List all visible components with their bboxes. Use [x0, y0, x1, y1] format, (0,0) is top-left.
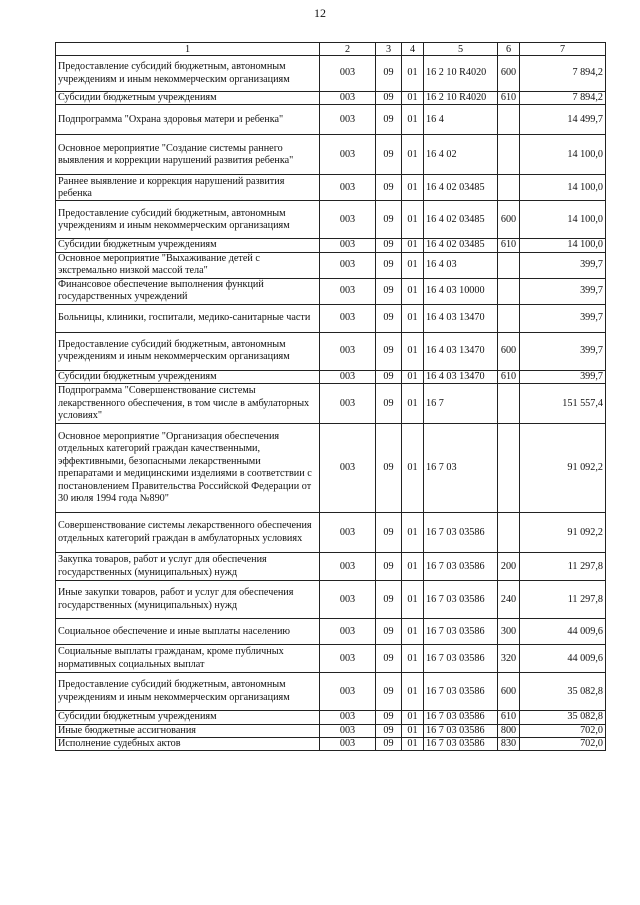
row-code-target: 16 7 03 [424, 424, 498, 513]
table-row [56, 135, 606, 175]
row-code-admin: 003 [320, 332, 376, 370]
row-name: Социальные выплаты гражданам, кроме публичных нормативных социальных выплат [56, 645, 320, 673]
row-code-admin: 003 [320, 56, 376, 92]
row-amount: 91 092,2 [520, 513, 606, 553]
row-name: Больницы, клиники, госпитали, медико-санитарные части [56, 304, 320, 332]
row-amount: 399,7 [520, 278, 606, 304]
header-cell: 4 [402, 43, 424, 56]
row-code-target: 16 2 10 R4020 [424, 92, 498, 105]
row-code-admin: 003 [320, 619, 376, 645]
row-amount: 44 009,6 [520, 619, 606, 645]
header-cell: 7 [520, 43, 606, 56]
row-code-target: 16 2 10 R4020 [424, 56, 498, 92]
row-amount: 14 100,0 [520, 239, 606, 252]
row-name: Исполнение судебных актов [56, 738, 320, 751]
table-row [56, 513, 606, 553]
row-name: Субсидии бюджетным учреждениям [56, 711, 320, 724]
row-code-subsection: 01 [402, 252, 424, 278]
row-name: Субсидии бюджетным учреждениям [56, 92, 320, 105]
row-code-target: 16 7 03 03586 [424, 553, 498, 581]
row-name: Подпрограмма "Совершенствование системы лекарственного обеспечения, в том числе в амбулаторных условиях" [56, 384, 320, 424]
row-code-target: 16 7 03 03586 [424, 738, 498, 751]
row-code-target: 16 4 02 03485 [424, 239, 498, 252]
row-name: Основное мероприятие "Создание системы раннего выявления и коррекции нарушений развития ребенка" [56, 135, 320, 175]
row-name: Основное мероприятие "Выхаживание детей с экстремально низкой массой тела" [56, 252, 320, 278]
row-code-subsection: 01 [402, 424, 424, 513]
row-code-expense-type: 610 [498, 711, 520, 724]
row-code-section: 09 [376, 278, 402, 304]
row-code-subsection: 01 [402, 56, 424, 92]
row-code-section: 09 [376, 370, 402, 383]
row-code-subsection: 01 [402, 673, 424, 711]
row-code-target: 16 7 03 03586 [424, 711, 498, 724]
row-code-section: 09 [376, 92, 402, 105]
row-amount: 399,7 [520, 332, 606, 370]
row-code-expense-type [498, 105, 520, 135]
row-code-section: 09 [376, 513, 402, 553]
table-row [56, 239, 606, 252]
row-code-subsection: 01 [402, 105, 424, 135]
row-amount: 35 082,8 [520, 673, 606, 711]
row-name: Субсидии бюджетным учреждениям [56, 239, 320, 252]
row-code-target: 16 7 03 03586 [424, 581, 498, 619]
table-row [56, 645, 606, 673]
row-code-section: 09 [376, 619, 402, 645]
row-code-admin: 003 [320, 645, 376, 673]
row-code-subsection: 01 [402, 645, 424, 673]
table-row [56, 724, 606, 737]
row-code-expense-type [498, 513, 520, 553]
row-code-subsection: 01 [402, 239, 424, 252]
row-code-expense-type: 300 [498, 619, 520, 645]
row-code-expense-type: 200 [498, 553, 520, 581]
row-name: Предоставление субсидий бюджетным, автономным учреждениям и иным некоммерческим организациям [56, 332, 320, 370]
table-row [56, 175, 606, 201]
row-code-subsection: 01 [402, 553, 424, 581]
row-code-target: 16 7 03 03586 [424, 619, 498, 645]
row-code-expense-type: 600 [498, 673, 520, 711]
row-code-target: 16 4 03 13470 [424, 304, 498, 332]
row-code-admin: 003 [320, 553, 376, 581]
row-amount: 14 100,0 [520, 175, 606, 201]
row-code-section: 09 [376, 724, 402, 737]
row-code-subsection: 01 [402, 92, 424, 105]
row-amount: 399,7 [520, 252, 606, 278]
row-code-section: 09 [376, 56, 402, 92]
header-cell: 1 [56, 43, 320, 56]
table-row [56, 56, 606, 92]
row-code-expense-type: 610 [498, 239, 520, 252]
row-code-section: 09 [376, 424, 402, 513]
row-amount: 399,7 [520, 304, 606, 332]
row-code-expense-type: 600 [498, 201, 520, 239]
row-amount: 702,0 [520, 724, 606, 737]
row-code-admin: 003 [320, 370, 376, 383]
table-row [56, 105, 606, 135]
row-name: Раннее выявление и коррекция нарушений развития ребенка [56, 175, 320, 201]
row-name: Предоставление субсидий бюджетным, автономным учреждениям и иным некоммерческим организациям [56, 56, 320, 92]
row-name: Предоставление субсидий бюджетным, автономным учреждениям и иным некоммерческим организациям [56, 201, 320, 239]
row-code-admin: 003 [320, 384, 376, 424]
row-code-section: 09 [376, 201, 402, 239]
row-name: Иные закупки товаров, работ и услуг для обеспечения государственных (муниципальных) нужд [56, 581, 320, 619]
row-amount: 11 297,8 [520, 553, 606, 581]
row-code-target: 16 4 03 [424, 252, 498, 278]
row-name: Социальное обеспечение и иные выплаты населению [56, 619, 320, 645]
row-code-admin: 003 [320, 135, 376, 175]
table-row [56, 304, 606, 332]
row-code-admin: 003 [320, 424, 376, 513]
row-name: Субсидии бюджетным учреждениям [56, 370, 320, 383]
row-name: Совершенствование системы лекарственного обеспечения отдельных категорий граждан в амбулаторных условиях [56, 513, 320, 553]
row-code-subsection: 01 [402, 738, 424, 751]
row-name: Иные бюджетные ассигнования [56, 724, 320, 737]
row-code-expense-type: 240 [498, 581, 520, 619]
table-body [56, 56, 606, 751]
row-code-expense-type: 610 [498, 370, 520, 383]
row-code-section: 09 [376, 673, 402, 711]
row-amount: 151 557,4 [520, 384, 606, 424]
row-code-expense-type: 600 [498, 332, 520, 370]
row-code-section: 09 [376, 581, 402, 619]
row-code-expense-type [498, 252, 520, 278]
table-row [56, 92, 606, 105]
table-row [56, 673, 606, 711]
row-amount: 399,7 [520, 370, 606, 383]
row-code-admin: 003 [320, 673, 376, 711]
header-cell: 3 [376, 43, 402, 56]
row-code-admin: 003 [320, 278, 376, 304]
row-code-expense-type [498, 278, 520, 304]
row-code-section: 09 [376, 252, 402, 278]
row-code-expense-type [498, 384, 520, 424]
row-amount: 44 009,6 [520, 645, 606, 673]
row-code-admin: 003 [320, 105, 376, 135]
row-code-target: 16 4 02 03485 [424, 201, 498, 239]
row-code-expense-type: 610 [498, 92, 520, 105]
header-cell: 2 [320, 43, 376, 56]
row-code-admin: 003 [320, 304, 376, 332]
row-code-admin: 003 [320, 201, 376, 239]
row-code-admin: 003 [320, 738, 376, 751]
row-amount: 35 082,8 [520, 711, 606, 724]
row-code-section: 09 [376, 711, 402, 724]
table-row [56, 424, 606, 513]
row-code-target: 16 4 [424, 105, 498, 135]
header-row [56, 43, 606, 56]
row-code-expense-type [498, 304, 520, 332]
row-code-section: 09 [376, 645, 402, 673]
row-code-subsection: 01 [402, 370, 424, 383]
row-code-subsection: 01 [402, 332, 424, 370]
table-row [56, 581, 606, 619]
table-row [56, 711, 606, 724]
row-code-target: 16 4 03 13470 [424, 332, 498, 370]
row-code-subsection: 01 [402, 175, 424, 201]
row-code-subsection: 01 [402, 711, 424, 724]
row-code-admin: 003 [320, 175, 376, 201]
row-code-subsection: 01 [402, 304, 424, 332]
row-code-section: 09 [376, 175, 402, 201]
row-code-expense-type: 600 [498, 56, 520, 92]
row-code-expense-type [498, 424, 520, 513]
row-code-target: 16 7 03 03586 [424, 673, 498, 711]
row-code-target: 16 7 03 03586 [424, 724, 498, 737]
row-name: Финансовое обеспечение выполнения функций государственных учреждений [56, 278, 320, 304]
row-amount: 7 894,2 [520, 56, 606, 92]
row-code-subsection: 01 [402, 513, 424, 553]
row-name: Подпрограмма "Охрана здоровья матери и ребенка" [56, 105, 320, 135]
row-code-target: 16 4 03 10000 [424, 278, 498, 304]
row-code-admin: 003 [320, 252, 376, 278]
table-row [56, 370, 606, 383]
table-row [56, 252, 606, 278]
table-row [56, 201, 606, 239]
row-amount: 702,0 [520, 738, 606, 751]
row-name: Предоставление субсидий бюджетным, автономным учреждениям и иным некоммерческим организациям [56, 673, 320, 711]
row-amount: 91 092,2 [520, 424, 606, 513]
row-code-target: 16 4 02 [424, 135, 498, 175]
budget-table [55, 42, 606, 751]
row-code-admin: 003 [320, 581, 376, 619]
row-code-admin: 003 [320, 724, 376, 737]
row-code-section: 09 [376, 239, 402, 252]
row-code-subsection: 01 [402, 384, 424, 424]
row-amount: 11 297,8 [520, 581, 606, 619]
row-name: Закупка товаров, работ и услуг для обеспечения государственных (муниципальных) нужд [56, 553, 320, 581]
table-row [56, 332, 606, 370]
row-code-section: 09 [376, 105, 402, 135]
row-name: Основное мероприятие "Организация обеспечения отдельных категорий граждан качественными, эффективными, безопасными лекарственными препаратами и медицинскими изделиями в соответствии с постановлением Правительства Российской Федерации от 30 июля 1994 года №890" [56, 424, 320, 513]
row-code-section: 09 [376, 135, 402, 175]
row-code-subsection: 01 [402, 724, 424, 737]
row-amount: 14 100,0 [520, 201, 606, 239]
table-row [56, 553, 606, 581]
row-code-admin: 003 [320, 92, 376, 105]
row-code-expense-type: 830 [498, 738, 520, 751]
table-row [56, 619, 606, 645]
table-row [56, 738, 606, 751]
row-code-expense-type [498, 175, 520, 201]
row-amount: 14 499,7 [520, 105, 606, 135]
table-row [56, 278, 606, 304]
row-code-section: 09 [376, 332, 402, 370]
row-code-admin: 003 [320, 711, 376, 724]
row-code-subsection: 01 [402, 201, 424, 239]
row-code-target: 16 4 02 03485 [424, 175, 498, 201]
row-amount: 7 894,2 [520, 92, 606, 105]
row-code-subsection: 01 [402, 135, 424, 175]
row-code-expense-type: 320 [498, 645, 520, 673]
row-code-admin: 003 [320, 513, 376, 553]
row-code-expense-type [498, 135, 520, 175]
row-amount: 14 100,0 [520, 135, 606, 175]
row-code-subsection: 01 [402, 278, 424, 304]
row-code-section: 09 [376, 553, 402, 581]
row-code-expense-type: 800 [498, 724, 520, 737]
row-code-target: 16 4 03 13470 [424, 370, 498, 383]
row-code-section: 09 [376, 384, 402, 424]
header-cell: 5 [424, 43, 498, 56]
row-code-subsection: 01 [402, 581, 424, 619]
row-code-section: 09 [376, 304, 402, 332]
page-number: 12 [314, 6, 326, 20]
table-row [56, 384, 606, 424]
row-code-target: 16 7 03 03586 [424, 645, 498, 673]
header-cell: 6 [498, 43, 520, 56]
row-code-subsection: 01 [402, 619, 424, 645]
row-code-admin: 003 [320, 239, 376, 252]
row-code-section: 09 [376, 738, 402, 751]
row-code-target: 16 7 [424, 384, 498, 424]
row-code-target: 16 7 03 03586 [424, 513, 498, 553]
